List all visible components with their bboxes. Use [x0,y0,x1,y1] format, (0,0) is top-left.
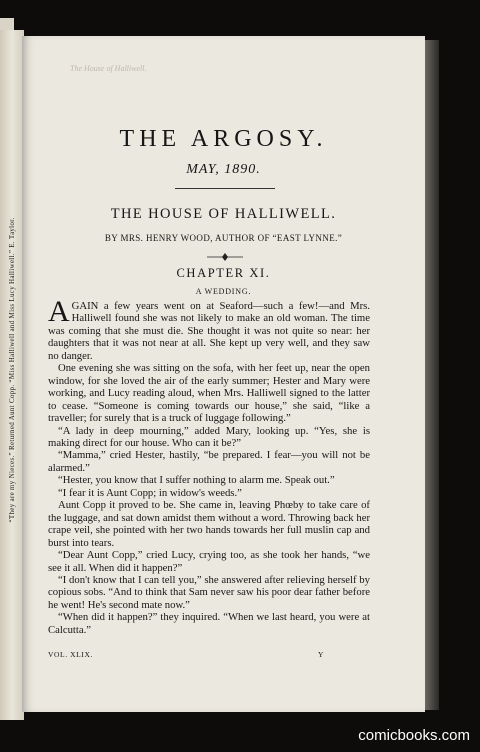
drop-cap: A [48,295,70,328]
ornament-divider [205,252,245,262]
page-stack-edge [425,40,439,710]
paragraph: One evening she was sitting on the sofa, with her feet up, near the open window, for she loved the air of the early summer; Hester and Mary were working, and Lucy reading aloud, when Mrs. Halliwell signed to the latter to cease. “Someone is coming towards our house,” she said, “like a traveller; for surely that is a truck of luggage following.” [48,362,370,425]
paragraph: “Hester, you know that I suffer nothing to alarm me. Speak out.” [58,474,335,487]
site-watermark: comicbooks.com [358,727,470,744]
footer-signature: Y [318,650,324,659]
paragraph: Aunt Copp it proved to be. She came in, leaving Phœby to take care of the luggage, and sat down amidst them without a word. Throwing back her crape veil, she pointed with her two hands towards her full muslin cap and burst into tears. [48,499,370,549]
issue-date: MAY, 1890. [186,162,261,177]
story-body [48,295,370,636]
footer-volume: VOL. XLIX. [48,650,93,659]
spine-running-head: “They are my Nieces.” Returned Aunt Copp. “Miss Halliwell and Miss Lucy Halliwell.” E. Taylor. [8,217,16,523]
paragraph: “Mamma,” cried Hester, hastily, “be prepared. I fear—you will not be alarmed.” [48,449,370,474]
magazine-title: THE ARGOSY. [119,126,328,152]
title-rule [175,188,275,189]
story-title: THE HOUSE OF HALLIWELL. [110,206,337,222]
chapter-heading: CHAPTER XI. [176,266,271,280]
bleed-through-header: The House of Halliwell. [70,64,147,73]
chapter-subtitle: A WEDDING. [195,287,252,296]
paragraph: “I don't know that I can tell you,” she answered after relieving herself by copious sobs. “And to think that Sam never saw his poor dear father before he went! He's second mate now.” [48,573,370,611]
paragraph: “I fear it is Aunt Copp; in widow's weeds.” [58,486,242,499]
byline: BY MRS. HENRY WOOD, AUTHOR OF “EAST LYNNE.” [104,233,343,243]
paragraph: “A lady in deep mourning,” added Mary, looking up. “Yes, she is making direct for our house. Who can it be?” [48,424,370,449]
paragraph: AGAIN a few years went on at Seaford—such a few!—and Mrs. Halliwell found she was not likely to make an old woman. The time was coming that she must die. She thought it was not quite so near: her daughters that it was not near at all. She kept up very well, and they saw no danger. [48,295,370,362]
paragraph: “Dear Aunt Copp,” cried Lucy, crying too, as she took her hands, “we see it all. When did it happen?” [48,549,370,574]
paragraph: “When did it happen?” they inquired. “When we last heard, you were at Calcutta.” [48,611,370,636]
